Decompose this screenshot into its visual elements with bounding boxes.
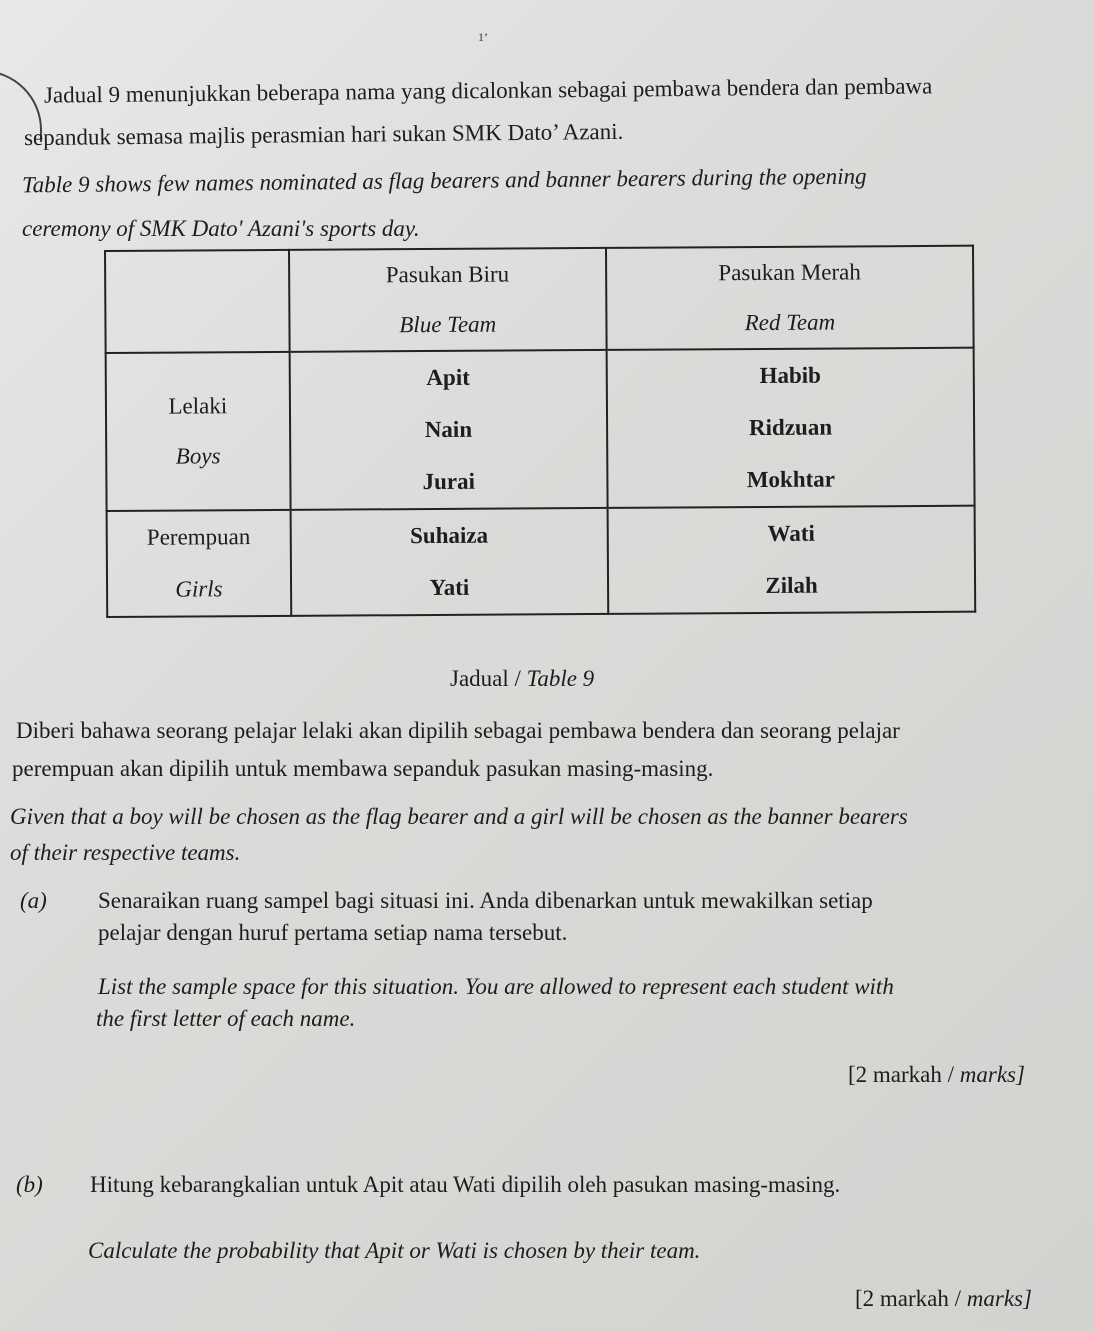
- header-blue-malay: Pasukan Biru: [385, 261, 510, 288]
- name-suhaiza: Suhaiza: [410, 522, 489, 549]
- header-blue-english: Blue Team: [399, 311, 497, 338]
- name-mokhtar: Mokhtar: [746, 466, 836, 493]
- part-b-malay: Hitung kebarangkalian untuk Apit atau Wati dipilih oleh pasukan masing-masing.: [90, 1172, 841, 1197]
- intro-malay-line1: Jadual 9 menunjukkan beberapa nama yang dicalonkan sebagai pembawa bendera dan pembawa: [43, 73, 933, 108]
- name-habib: Habib: [759, 362, 821, 388]
- part-a-english-line1: List the sample space for this situation. You are allowed to represent each student with: [98, 974, 894, 999]
- name-wati: Wati: [767, 520, 815, 546]
- given-malay-line2: perempuan akan dipilih untuk membawa sepanduk pasukan masing-masing.: [12, 756, 714, 781]
- name-ridzuan: Ridzuan: [748, 414, 833, 441]
- part-a-label: (a): [20, 888, 47, 913]
- intro-malay-line2: sepanduk semasa majlis perasmian hari sukan SMK Dato’ Azani.: [23, 118, 624, 151]
- header-red-malay: Pasukan Merah: [718, 259, 861, 286]
- part-a-malay-line1: Senaraikan ruang sampel bagi situasi ini. Anda dibenarkan untuk mewakilkan setiap: [98, 888, 873, 913]
- part-a-marks-malay: [2 markah /: [848, 1062, 955, 1087]
- part-a-marks: [848, 1060, 1025, 1090]
- given-malay-line1: Diberi bahawa seorang pelajar lelaki akan dipilih sebagai pembawa bendera dan seorang pelajar: [16, 718, 900, 743]
- intro-english-line2: ceremony of SMK Dato' Azani's sports day.: [22, 216, 420, 241]
- name-nain: Nain: [424, 416, 473, 443]
- table-9: [104, 245, 976, 618]
- part-a-malay-line2: pelajar dengan huruf pertama setiap nama tersebut.: [98, 920, 568, 945]
- part-a-marks-english: marks]: [959, 1062, 1025, 1087]
- table-row-girls: [107, 506, 976, 617]
- cell-boys-blue: [289, 350, 607, 510]
- cell-boys-red: [607, 348, 975, 508]
- caption-english: Table 9: [526, 666, 595, 691]
- row-boys-english: Boys: [175, 443, 221, 469]
- part-b-marks: [855, 1284, 1032, 1314]
- header-red-english: Red Team: [744, 309, 836, 336]
- given-english-line1: Given that a boy will be chosen as the flag bearer and a girl will be chosen as the banner bearers: [10, 804, 908, 829]
- header-red-team: [606, 246, 974, 350]
- row-label-girls: [107, 510, 291, 617]
- part-b-english: Calculate the probability that Apit or Wati is chosen by their team.: [88, 1238, 701, 1263]
- name-zilah: Zilah: [765, 572, 818, 598]
- table-corner-cell: [105, 250, 289, 353]
- page-mark: 1’: [478, 30, 488, 44]
- table-caption: [450, 664, 594, 694]
- header-blue-team: [289, 248, 607, 352]
- row-girls-english: Girls: [175, 576, 223, 602]
- row-girls-malay: Perempuan: [146, 524, 251, 550]
- cell-girls-red: [608, 506, 976, 614]
- row-label-boys: [106, 352, 291, 511]
- table-row-boys: [106, 348, 975, 511]
- part-a-english-line2: the first letter of each name.: [96, 1006, 356, 1031]
- row-boys-malay: Lelaki: [168, 393, 228, 419]
- name-apit: Apit: [426, 364, 470, 391]
- table-header-row: [105, 246, 974, 353]
- part-b-label: (b): [16, 1172, 43, 1197]
- name-yati: Yati: [429, 574, 470, 601]
- part-b-marks-malay: [2 markah /: [855, 1286, 962, 1311]
- cell-girls-blue: [290, 508, 608, 616]
- intro-english-line1: Table 9 shows few names nominated as flag bearers and banner bearers during the opening: [21, 163, 867, 198]
- part-b-marks-english: marks]: [966, 1286, 1032, 1311]
- name-jurai: Jurai: [422, 468, 476, 495]
- caption-malay: Jadual /: [450, 666, 521, 691]
- given-english-line2: of their respective teams.: [10, 840, 241, 865]
